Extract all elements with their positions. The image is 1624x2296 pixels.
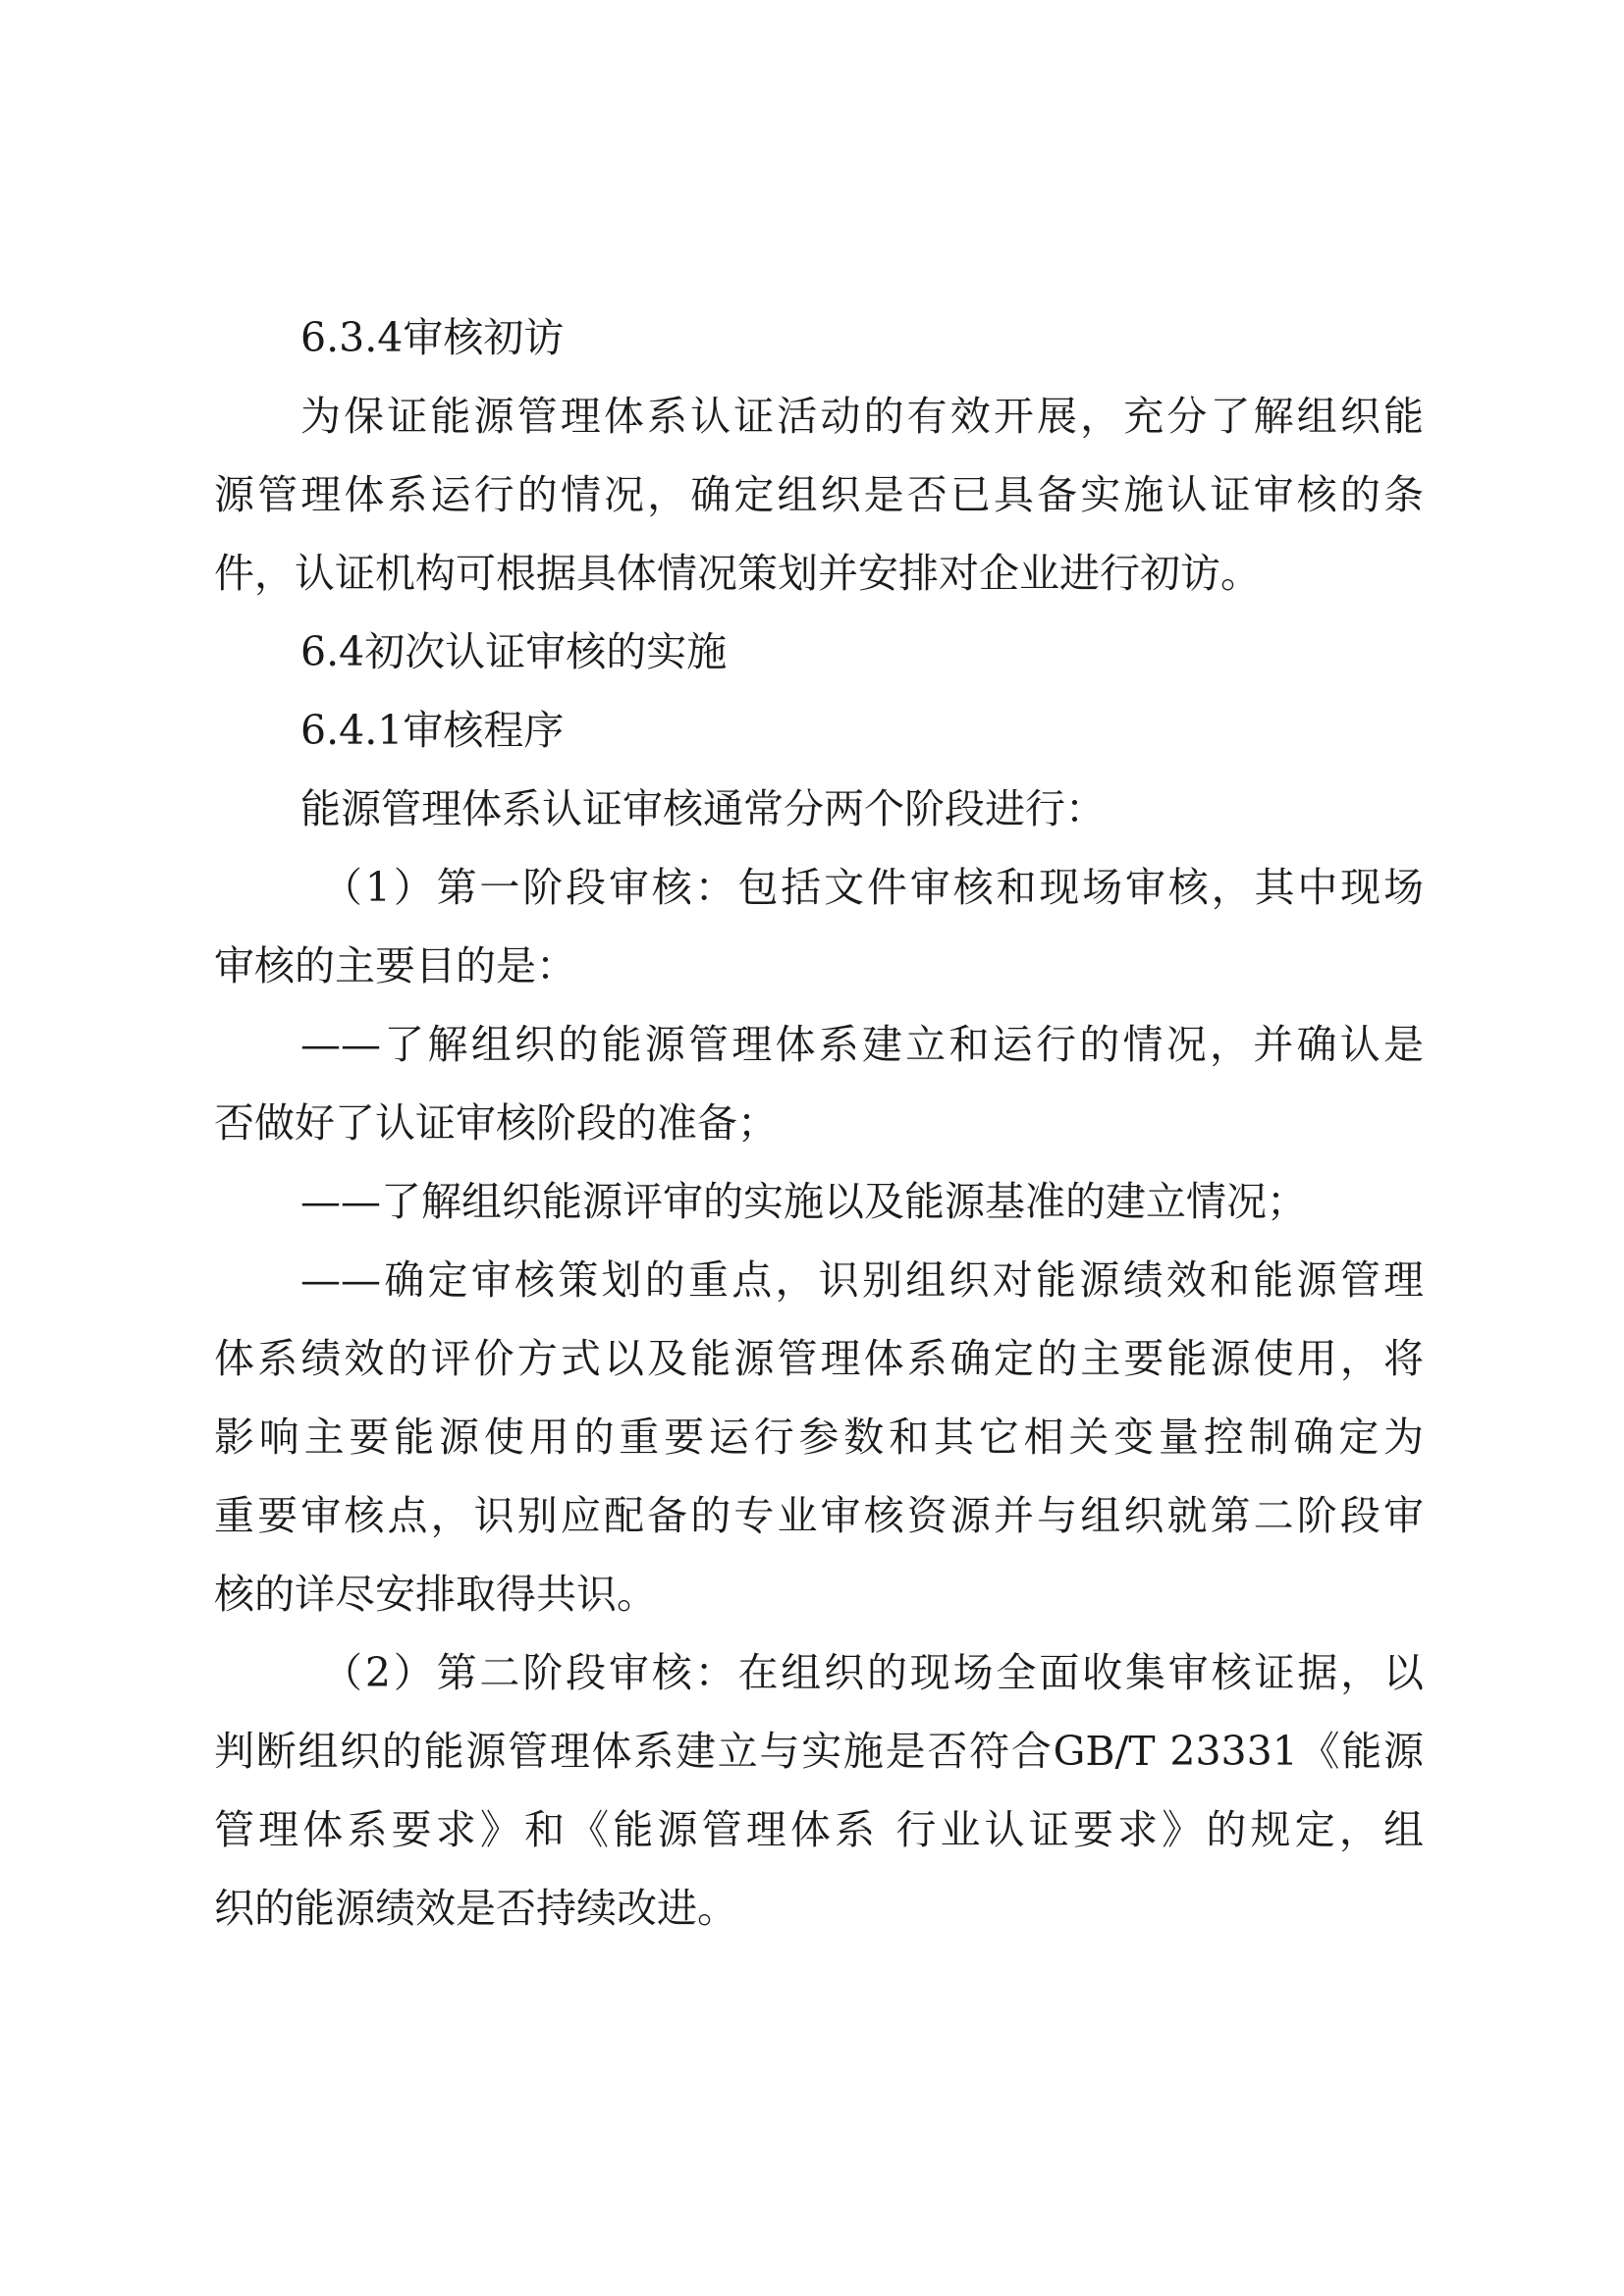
document-body (214, 298, 1424, 1948)
paragraph-line: 审核的主要目的是： (214, 942, 576, 989)
paragraph-line: （2）第二阶段审核：在组织的现场全面收集审核证据，以 (322, 1649, 1424, 1696)
paragraph-line: 为保证能源管理体系认证活动的有效开展，充分了解组织能 (300, 393, 1424, 440)
paragraph-line: 能源管理体系认证审核通常分两个阶段进行： (300, 785, 1106, 832)
paragraph-line: （1）第一阶段审核：包括文件审核和现场审核，其中现场 (322, 864, 1424, 911)
bullet-line: ——了解组织的能源管理体系建立和运行的情况，并确认是 (300, 1021, 1424, 1068)
paragraph-line: 件，认证机构可根据具体情况策划并安排对企业进行初访。 (214, 550, 1261, 597)
paragraph-line: 判断组织的能源管理体系建立与实施是否符合GB/T 23331《能源 (214, 1728, 1424, 1775)
section-heading-6-3-4: 6.3.4审核初访 (300, 314, 565, 361)
paragraph-line: 核的详尽安排取得共识。 (214, 1571, 657, 1618)
section-heading-6-4: 6.4初次认证审核的实施 (300, 628, 728, 675)
paragraph-line: 体系绩效的评价方式以及能源管理体系确定的主要能源使用，将 (214, 1335, 1424, 1382)
paragraph-line: 源管理体系运行的情况，确定组织是否已具备实施认证审核的条 (214, 471, 1424, 518)
bullet-line: ——了解组织能源评审的实施以及能源基准的建立情况； (300, 1178, 1307, 1225)
paragraph-line: 重要审核点，识别应配备的专业审核资源并与组织就第二阶段审 (214, 1492, 1424, 1539)
bullet-line: 否做好了认证审核阶段的准备； (214, 1099, 778, 1147)
paragraph-line: 织的能源绩效是否持续改进。 (214, 1885, 737, 1932)
paragraph-line: 管理体系要求》和《能源管理体系 行业认证要求》的规定，组 (214, 1806, 1424, 1853)
paragraph-line: 影响主要能源使用的重要运行参数和其它相关变量控制确定为 (214, 1414, 1424, 1461)
bullet-line: ——确定审核策划的重点，识别组织对能源绩效和能源管理 (300, 1256, 1424, 1304)
section-heading-6-4-1: 6.4.1审核程序 (300, 707, 565, 754)
